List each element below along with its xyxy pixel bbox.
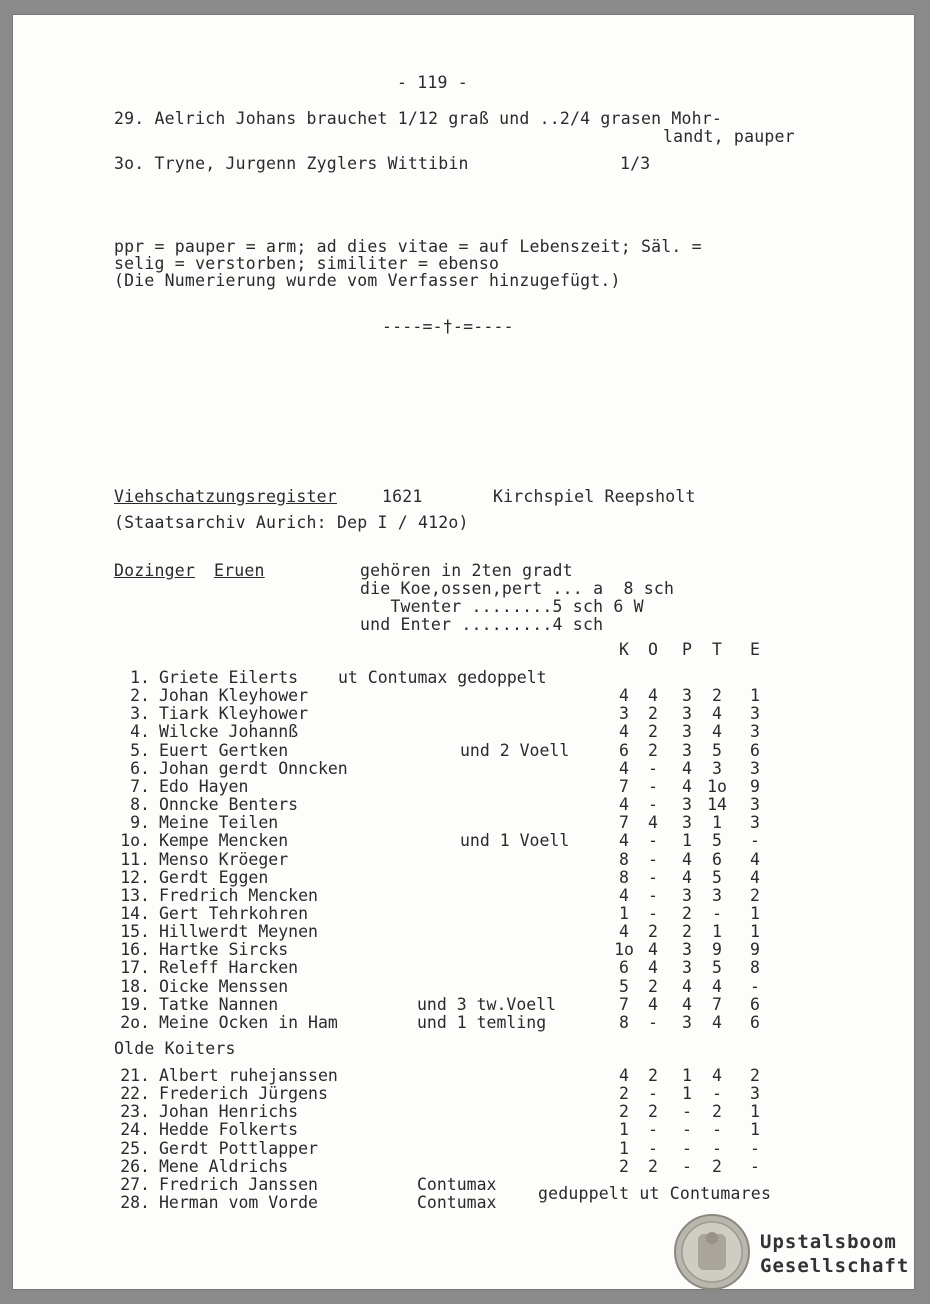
row-value-o: 2	[648, 704, 658, 724]
row-value-k: 1o	[614, 940, 634, 960]
row-name: Gerdt Pottlapper	[159, 1138, 318, 1158]
row-name: Tatke Nannen	[159, 994, 279, 1014]
row-note: ut Contumax gedoppelt	[338, 668, 547, 687]
row-value-k: 8	[619, 849, 629, 869]
row-note: und 1 Voell	[460, 831, 570, 851]
row-name: Fredrich Mencken	[159, 885, 318, 905]
row-value-o: 2	[648, 976, 658, 996]
row-value-e: 9	[750, 940, 760, 960]
row-number: 22.	[120, 1084, 150, 1104]
rate-line-1: gehören in 2ten gradt	[360, 561, 573, 580]
row-value-p: 3	[682, 686, 692, 706]
row-number: 25.	[120, 1138, 150, 1158]
row-value-p: -	[682, 1120, 692, 1140]
row-number: 4.	[130, 722, 150, 742]
row-value-k: 8	[619, 1012, 629, 1032]
row-value-k: 5	[619, 976, 629, 996]
row-value-t: 3	[712, 758, 722, 778]
row-value-o: -	[648, 1012, 658, 1032]
column-header-t: T	[712, 640, 722, 659]
row-value-o: 2	[648, 1156, 658, 1176]
row-value-o: 2	[648, 722, 658, 742]
row-value-t: 9	[712, 940, 722, 960]
row-number: 14.	[120, 903, 150, 923]
row-name: Gert Tehrkohren	[159, 903, 309, 923]
row-value-e: -	[750, 976, 760, 996]
row-name: Tiark Kleyhower	[159, 704, 309, 724]
row-value-t: -	[712, 1084, 722, 1104]
row-name: Euert Gertken	[159, 740, 289, 760]
row-value-p: -	[682, 1138, 692, 1158]
row-number: 5.	[130, 740, 150, 760]
rate-line-2: die Koe,ossen,pert ... a 8 sch	[360, 579, 675, 598]
row-value-p: 4	[682, 994, 692, 1014]
row-value-e: 1	[750, 903, 760, 923]
row-value-o: -	[648, 867, 658, 887]
row-value-o: 4	[648, 686, 658, 706]
row-value-t: -	[712, 1120, 722, 1140]
row-value-k: 4	[619, 1066, 629, 1085]
row-name: Johan Kleyhower	[159, 686, 309, 706]
row-value-t: 5	[712, 740, 722, 760]
row-name: Herman vom Vorde	[159, 1193, 318, 1213]
row-number: 11.	[120, 849, 150, 869]
row-value-t: 7	[712, 994, 722, 1014]
row-value-k: 7	[619, 994, 629, 1014]
row-value-k: 7	[619, 813, 629, 833]
row-value-o: 4	[648, 813, 658, 833]
row-number: 8.	[130, 795, 150, 815]
row-number: 16.	[120, 940, 150, 960]
row-value-k: 4	[619, 922, 629, 942]
entry-29-line1: 29. Aelrich Johans brauchet 1/12 graß und ..2/4 grasen Mohr-	[114, 109, 723, 128]
row-value-t: 2	[712, 1102, 722, 1122]
logo-text-line1: Upstalsboom	[760, 1231, 897, 1253]
column-header-p: P	[682, 640, 692, 659]
row-value-o: -	[648, 1138, 658, 1158]
row-name: Gerdt Eggen	[159, 867, 269, 887]
row-value-p: 4	[682, 758, 692, 778]
row-value-k: 2	[619, 1156, 629, 1176]
row-value-t: 1o	[707, 776, 727, 796]
row-name: Hartke Sircks	[159, 940, 289, 960]
row-value-t: 14	[707, 795, 727, 815]
logo-text	[760, 1230, 909, 1278]
row-value-o: -	[648, 1084, 658, 1104]
row-value-o: -	[648, 776, 658, 796]
row-value-p: 3	[682, 722, 692, 742]
row-number: 6.	[130, 758, 150, 778]
row-value-t: 2	[712, 686, 722, 706]
row-name: Hillwerdt Meynen	[159, 922, 318, 942]
row-value-p: 4	[682, 976, 692, 996]
row-name: Hedde Folkerts	[159, 1120, 299, 1140]
rate-line-4: und Enter .........4 sch	[360, 615, 604, 634]
row-value-t: 1	[712, 922, 722, 942]
row-value-o: 2	[648, 1066, 658, 1085]
row-value-e: 9	[750, 776, 760, 796]
row-value-p: 3	[682, 885, 692, 905]
row-number: 13.	[120, 885, 150, 905]
row-value-e: 3	[750, 722, 760, 742]
row-value-e: 3	[750, 1084, 760, 1104]
row-value-t: 1	[712, 813, 722, 833]
row-value-o: 4	[648, 958, 658, 978]
register-parish: Kirchspiel Reepsholt	[493, 487, 696, 506]
row-value-e: -	[750, 1156, 760, 1176]
legend-line-3: (Die Numerierung wurde vom Verfasser hinzugefügt.)	[114, 271, 621, 290]
page-number: - 119 -	[397, 73, 468, 92]
row-value-e: 3	[750, 795, 760, 815]
row-name: Menso Kröeger	[159, 849, 289, 869]
row-value-o: 4	[648, 940, 658, 960]
row-value-k: 2	[619, 1102, 629, 1122]
row-value-e: 1	[750, 922, 760, 942]
row-value-t: 4	[712, 1066, 722, 1085]
row-value-k: 4	[619, 831, 629, 851]
column-header-k: K	[619, 640, 629, 659]
row-name: Kempe Mencken	[159, 831, 289, 851]
row-number: 21.	[120, 1066, 150, 1085]
row-number: 27.	[120, 1174, 150, 1194]
row-value-p: 1	[682, 1084, 692, 1104]
register-source: (Staatsarchiv Aurich: Dep I / 412o)	[114, 513, 469, 532]
row-value-o: -	[648, 849, 658, 869]
row-value-t: 5	[712, 867, 722, 887]
entry-30-value: 1/3	[620, 154, 651, 173]
row-value-e: 6	[750, 1012, 760, 1032]
row-value-k: 1	[619, 1138, 629, 1158]
row-value-o: -	[648, 831, 658, 851]
row-name: Meine Teilen	[159, 813, 279, 833]
row-value-k: 6	[619, 958, 629, 978]
cross-separator: ----=-†-=----	[382, 317, 514, 336]
row-value-p: 1	[682, 1066, 692, 1085]
row-value-o: -	[648, 885, 658, 905]
column-header-o: O	[648, 640, 658, 659]
row-value-e: 1	[750, 1120, 760, 1140]
row-value-o: 2	[648, 922, 658, 942]
row-name: Fredrich Janssen	[159, 1174, 318, 1194]
row-value-o: -	[648, 795, 658, 815]
row-value-t: 4	[712, 976, 722, 996]
row-value-p: 2	[682, 903, 692, 923]
row-value-k: 4	[619, 795, 629, 815]
row-number: 1o.	[120, 831, 150, 851]
entry-30-line: 3o. Tryne, Jurgenn Zyglers Wittibin	[114, 154, 469, 173]
row-value-p: 4	[682, 867, 692, 887]
row-value-e: -	[750, 1138, 760, 1158]
row-value-k: 1	[619, 903, 629, 923]
row-name: Frederich Jürgens	[159, 1084, 328, 1104]
row-value-t: 6	[712, 849, 722, 869]
row-value-k: 4	[619, 722, 629, 742]
row-number: 17.	[120, 958, 150, 978]
row-note: Contumax	[417, 1174, 497, 1194]
row-number: 24.	[120, 1120, 150, 1140]
row-value-t: 4	[712, 722, 722, 742]
row-value-p: 4	[682, 776, 692, 796]
row-value-t: -	[712, 1138, 722, 1158]
row-name: Albert ruhejanssen	[159, 1066, 338, 1085]
row-name: Johan gerdt Onncken	[159, 758, 348, 778]
row-value-t: 4	[712, 1012, 722, 1032]
logo-text-line2: Gesellschaft	[760, 1255, 910, 1277]
rate-line-3: Twenter ........5 sch 6 W	[360, 597, 644, 616]
row-value-p: 3	[682, 940, 692, 960]
row-value-k: 8	[619, 867, 629, 887]
row-value-t: 2	[712, 1156, 722, 1176]
row-number: 9.	[130, 813, 150, 833]
row-value-k: 3	[619, 704, 629, 724]
row-number: 3.	[130, 704, 150, 724]
row-number: 18.	[120, 976, 150, 996]
row-value-e: 1	[750, 686, 760, 706]
row-value-e: 3	[750, 758, 760, 778]
row-value-e: 3	[750, 813, 760, 833]
row-value-p: 1	[682, 831, 692, 851]
row-value-p: -	[682, 1156, 692, 1176]
row-value-p: 3	[682, 795, 692, 815]
row-number: 15.	[120, 922, 150, 942]
row-note: Contumax	[417, 1193, 497, 1213]
row-value-o: -	[648, 903, 658, 923]
row-note: und 1 temling	[417, 1012, 547, 1032]
row-number: 26.	[120, 1156, 150, 1176]
row-value-p: 3	[682, 958, 692, 978]
row-value-e: -	[750, 831, 760, 851]
section1-title-underlined: Dozinger	[114, 561, 196, 580]
row-value-t: 5	[712, 831, 722, 851]
row-value-k: 6	[619, 740, 629, 760]
row-value-t: 4	[712, 704, 722, 724]
row-name: Onncke Benters	[159, 795, 299, 815]
legend-line-2: selig = verstorben; similiter = ebenso	[114, 254, 500, 273]
row-value-o: 2	[648, 740, 658, 760]
row-value-o: -	[648, 1120, 658, 1140]
row-value-e: 3	[750, 704, 760, 724]
entry-29-line2: landt, pauper	[663, 127, 795, 146]
footnote-right: geduppelt ut Contumares	[538, 1184, 772, 1203]
row-value-k: 2	[619, 1084, 629, 1104]
row-value-t: -	[712, 903, 722, 923]
register-title: Viehschatzungsregister	[114, 487, 337, 506]
row-number: 2.	[130, 686, 150, 706]
section1-title-rest: Eruen	[214, 561, 265, 580]
row-number: 28.	[120, 1193, 150, 1213]
row-name: Mene Aldrichs	[159, 1156, 289, 1176]
row-value-k: 1	[619, 1120, 629, 1140]
row-number: 23.	[120, 1102, 150, 1122]
row-number: 1.	[130, 668, 150, 687]
row-name: Oicke Menssen	[159, 976, 289, 996]
row-value-p: -	[682, 1102, 692, 1122]
row-number: 19.	[120, 994, 150, 1014]
row-number: 7.	[130, 776, 150, 796]
row-value-o: 2	[648, 1102, 658, 1122]
row-name: Edo Hayen	[159, 776, 249, 796]
row-value-p: 3	[682, 740, 692, 760]
column-header-e: E	[750, 640, 760, 659]
row-value-p: 3	[682, 813, 692, 833]
row-value-p: 4	[682, 849, 692, 869]
row-name: Wilcke Johannß	[159, 722, 299, 742]
row-number: 12.	[120, 867, 150, 887]
row-value-t: 3	[712, 885, 722, 905]
row-value-k: 4	[619, 885, 629, 905]
row-value-o: 4	[648, 994, 658, 1014]
row-value-e: 4	[750, 849, 760, 869]
row-value-e: 4	[750, 867, 760, 887]
legend-line-1: ppr = pauper = arm; ad dies vitae = auf Lebenszeit; Säl. =	[114, 237, 702, 256]
row-value-p: 3	[682, 704, 692, 724]
row-note: und 3 tw.Voell	[417, 994, 557, 1014]
register-year: 1621	[382, 487, 423, 506]
row-name: Meine Ocken in Ham	[159, 1012, 338, 1032]
row-value-k: 4	[619, 686, 629, 706]
row-value-e: 8	[750, 958, 760, 978]
row-number: 2o.	[120, 1012, 150, 1032]
row-value-t: 5	[712, 958, 722, 978]
row-name: Griete Eilerts	[159, 668, 299, 687]
row-value-e: 6	[750, 740, 760, 760]
row-value-k: 4	[619, 758, 629, 778]
row-value-e: 2	[750, 885, 760, 905]
row-value-e: 2	[750, 1066, 760, 1085]
row-value-o: -	[648, 758, 658, 778]
row-name: Releff Harcken	[159, 958, 299, 978]
row-value-k: 7	[619, 776, 629, 796]
document-page	[12, 14, 915, 1290]
row-value-p: 2	[682, 922, 692, 942]
row-value-p: 3	[682, 1012, 692, 1032]
row-name: Johan Henrichs	[159, 1102, 299, 1122]
row-value-e: 1	[750, 1102, 760, 1122]
row-value-e: 6	[750, 994, 760, 1014]
section2-title: Olde Koiters	[114, 1039, 236, 1058]
row-note: und 2 Voell	[460, 740, 570, 760]
